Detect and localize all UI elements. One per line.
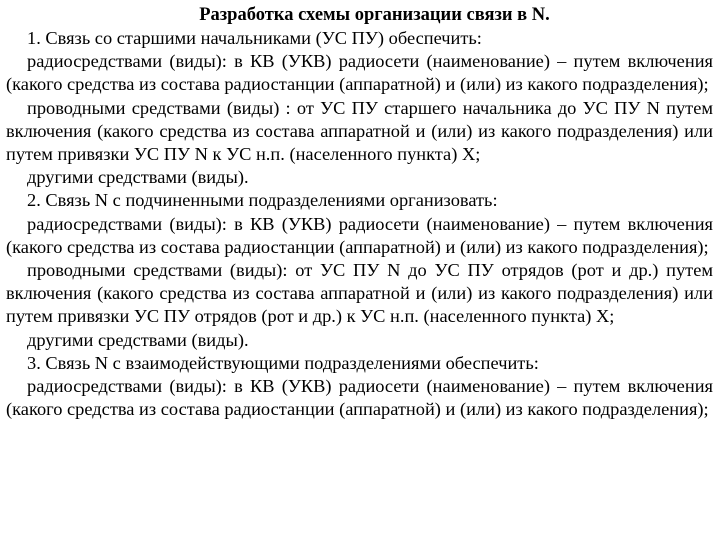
section-1-heading: 1. Связь со старшими начальниками (УС ПУ) обеспечить: <box>27 28 482 48</box>
section-2-heading: 2. Связь N с подчиненными подразделениями организовать: <box>27 190 498 211</box>
section-2-radio-paragraph: радиосредствами (виды): в КВ (УКВ) радиосети (наименование) – путем включения (какого средства из состава радиостанции (аппаратной) и (или) из какого подразделения); <box>6 213 713 257</box>
section-1-other-paragraph: другими средствами (виды). <box>27 167 249 188</box>
section-3-heading: 3. Связь N с взаимодействующими подразделениями обеспечить: <box>27 352 539 373</box>
section-2-wired-paragraph: проводными средствами (виды): от УС ПУ N до УС ПУ отрядов (рот и др.) путем включения (какого средства из состава аппаратной и (или) из какого подразделения) или путем привязки УС ПУ отрядов (рот и др.) к УС н.п. (населенного пункта) Х; <box>6 260 713 327</box>
section-1-radio-paragraph: радиосредствами (виды): в КВ (УКВ) радиосети (наименование) – путем включения (какого средства из состава радиостанции (аппаратной) и (или) из какого подразделения); <box>6 51 713 95</box>
section-3-radio-paragraph: радиосредствами (виды): в КВ (УКВ) радиосети (наименование) – путем включения (какого средства из состава радиостанции (аппаратной) и (или) из какого подразделения); <box>6 376 713 420</box>
section-1-wired-paragraph: проводными средствами (виды) : от УС ПУ старшего начальника до УС ПУ N путем включения (какого средства из состава аппаратной и (или) из какого подразделения) или путем привязки УС ПУ N к УС н.п. (населенного пункта) Х; <box>6 97 713 165</box>
section-2-other-paragraph: другими средствами (виды). <box>27 329 249 350</box>
document-title: Разработка схемы организации связи в N. <box>199 5 550 25</box>
